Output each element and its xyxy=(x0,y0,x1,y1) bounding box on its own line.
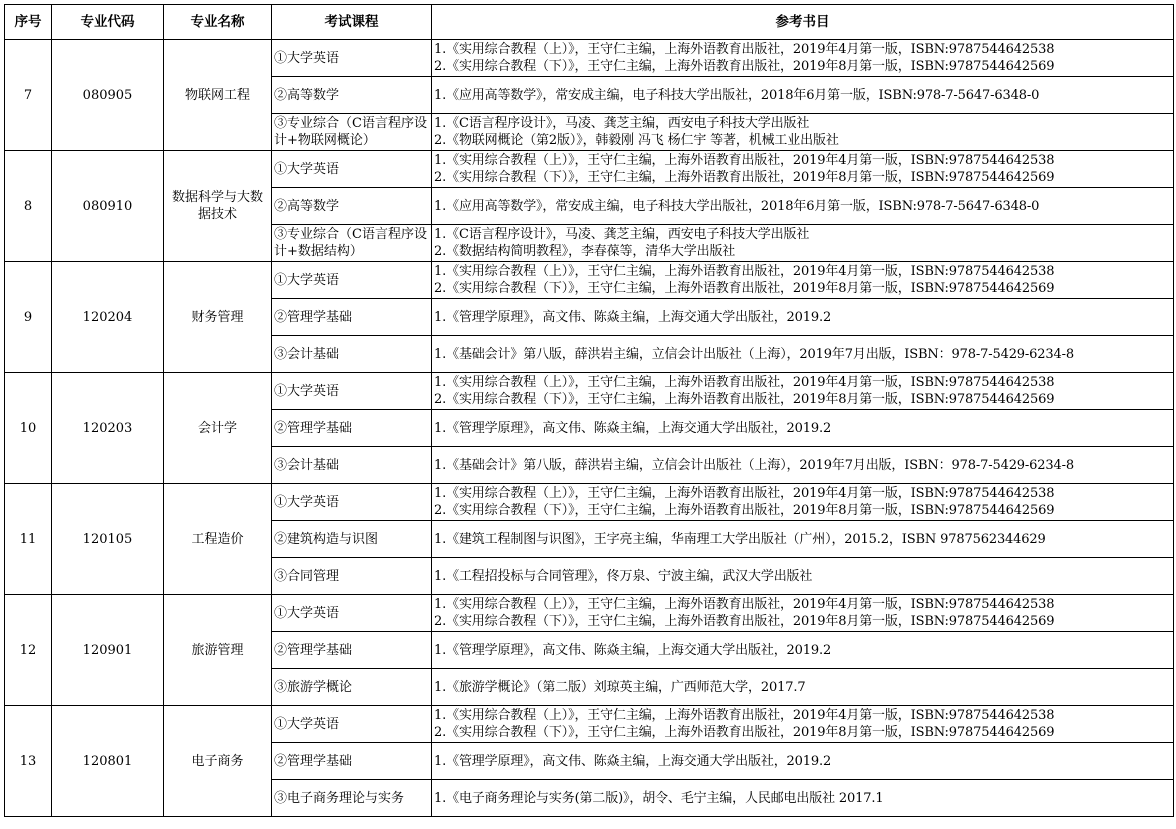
major-code-cell: 080910 xyxy=(52,151,164,262)
reference-book-line: 1.《管理学原理》，高文伟、陈焱主编，上海交通大学出版社，2019.2 xyxy=(434,642,832,658)
major-code-cell: 120105 xyxy=(52,484,164,595)
reference-books-cell xyxy=(432,669,1174,706)
table-row xyxy=(5,151,1174,188)
major-code-cell: 120901 xyxy=(52,595,164,706)
course-cell: ②高等数学 xyxy=(272,77,432,114)
reference-books-cell xyxy=(432,77,1174,114)
table-row xyxy=(5,40,1174,77)
reference-books-cell xyxy=(432,114,1174,151)
major-name-cell: 物联网工程 xyxy=(164,40,272,151)
seq-cell: 9 xyxy=(5,262,52,373)
course-cell: ①大学英语 xyxy=(272,373,432,410)
major-code-cell: 080905 xyxy=(52,40,164,151)
seq-cell: 11 xyxy=(5,484,52,595)
reference-books-cell xyxy=(432,706,1174,743)
reference-book-line: 2.《实用综合教程（下）》，王守仁主编，上海外语教育出版社，2019年8月第一版，ISBN:9787544642569 xyxy=(434,170,1055,185)
seq-cell: 12 xyxy=(5,595,52,706)
reference-books-cell xyxy=(432,780,1174,817)
major-code-cell: 120203 xyxy=(52,373,164,484)
course-cell: ②高等数学 xyxy=(272,188,432,225)
major-name-cell: 旅游管理 xyxy=(164,595,272,706)
reference-book-line: 1.《实用综合教程（上）》，王守仁主编，上海外语教育出版社，2019年4月第一版，ISBN:9787544642538 xyxy=(434,486,1055,501)
course-cell: ①大学英语 xyxy=(272,40,432,77)
reference-books-cell xyxy=(432,299,1174,336)
reference-book-line: 2.《实用综合教程（下）》，王守仁主编，上海外语教育出版社，2019年8月第一版，ISBN:9787544642569 xyxy=(434,614,1055,629)
header-books: 参考书目 xyxy=(432,5,1174,40)
table-row xyxy=(5,262,1174,299)
reference-book-line: 1.《基础会计》第八版，薛洪岩主编，立信会计出版社（上海），2019年7月出版，ISBN：978-7-5429-6234-8 xyxy=(434,457,1075,473)
reference-books-cell xyxy=(432,521,1174,558)
reference-book-line: 2.《实用综合教程（下）》，王守仁主编，上海外语教育出版社，2019年8月第一版，ISBN:9787544642569 xyxy=(434,281,1055,296)
reference-book-line: 1.《基础会计》第八版，薛洪岩主编，立信会计出版社（上海），2019年7月出版，ISBN：978-7-5429-6234-8 xyxy=(434,346,1075,362)
course-cell: ①大学英语 xyxy=(272,595,432,632)
reference-book-line: 1.《实用综合教程（上）》，王守仁主编，上海外语教育出版社，2019年4月第一版，ISBN:9787544642538 xyxy=(434,264,1055,279)
reference-book-line: 1.《实用综合教程（上）》，王守仁主编，上海外语教育出版社，2019年4月第一版，ISBN:9787544642538 xyxy=(434,42,1055,57)
reference-book-line: 2.《数据结构简明教程》，李春葆等，清华大学出版社 xyxy=(434,244,736,259)
header-major-code: 专业代码 xyxy=(52,5,164,40)
reference-book-line: 2.《实用综合教程（下）》，王守仁主编，上海外语教育出版社，2019年8月第一版，ISBN:9787544642569 xyxy=(434,503,1055,518)
course-cell: ①大学英语 xyxy=(272,706,432,743)
reference-books-cell xyxy=(432,632,1174,669)
reference-books-cell xyxy=(432,484,1174,521)
header-course: 考试课程 xyxy=(272,5,432,40)
reference-book-line: 1.《实用综合教程（上）》，王守仁主编，上海外语教育出版社，2019年4月第一版，ISBN:9787544642538 xyxy=(434,153,1055,168)
course-cell: ③合同管理 xyxy=(272,558,432,595)
course-cell: ①大学英语 xyxy=(272,151,432,188)
table-body xyxy=(5,40,1174,817)
table-row xyxy=(5,595,1174,632)
course-cell: ③会计基础 xyxy=(272,447,432,484)
seq-cell: 13 xyxy=(5,706,52,817)
reference-book-line: 2.《实用综合教程（下）》，王守仁主编，上海外语教育出版社，2019年8月第一版，ISBN:9787544642569 xyxy=(434,725,1055,740)
course-cell: ②管理学基础 xyxy=(272,632,432,669)
reference-book-line: 1.《管理学原理》，高文伟、陈焱主编，上海交通大学出版社，2019.2 xyxy=(434,753,832,769)
seq-cell: 8 xyxy=(5,151,52,262)
reference-book-line: 1.《旅游学概论》（第二版）刘琼英主编，广西师范大学，2017.7 xyxy=(434,679,806,695)
major-code-cell: 120801 xyxy=(52,706,164,817)
major-name-cell: 会计学 xyxy=(164,373,272,484)
reference-books-cell xyxy=(432,447,1174,484)
reference-book-line: 2.《物联网概论（第2版）》，韩毅刚 冯飞 杨仁宇 等著，机械工业出版社 xyxy=(434,133,839,148)
reference-book-line: 2.《实用综合教程（下）》，王守仁主编，上海外语教育出版社，2019年8月第一版，ISBN:9787544642569 xyxy=(434,59,1055,74)
reference-books-cell xyxy=(432,151,1174,188)
seq-cell: 10 xyxy=(5,373,52,484)
course-cell: ②建筑构造与识图 xyxy=(272,521,432,558)
reference-book-table xyxy=(4,4,1174,817)
reference-books-cell xyxy=(432,743,1174,780)
course-cell: ③电子商务理论与实务 xyxy=(272,780,432,817)
table-row xyxy=(5,706,1174,743)
reference-books-cell xyxy=(432,558,1174,595)
table-header-row xyxy=(5,5,1174,40)
major-code-cell: 120204 xyxy=(52,262,164,373)
table-row xyxy=(5,484,1174,521)
reference-book-line: 1.《应用高等数学》，常安成主编，电子科技大学出版社，2018年6月第一版，ISBN:978-7-5647-6348-0 xyxy=(434,198,1040,214)
reference-book-line: 1.《应用高等数学》，常安成主编，电子科技大学出版社，2018年6月第一版，ISBN:978-7-5647-6348-0 xyxy=(434,87,1040,103)
reference-books-cell xyxy=(432,40,1174,77)
course-cell: ③专业综合（C语言程序设计+数据结构） xyxy=(272,225,432,262)
header-major-name: 专业名称 xyxy=(164,5,272,40)
major-name-cell: 财务管理 xyxy=(164,262,272,373)
reference-book-line: 1.《实用综合教程（上）》，王守仁主编，上海外语教育出版社，2019年4月第一版，ISBN:9787544642538 xyxy=(434,375,1055,390)
reference-book-line: 1.《管理学原理》，高文伟、陈焱主编，上海交通大学出版社，2019.2 xyxy=(434,420,832,436)
reference-book-line: 1.《C语言程序设计》，马凌、龚芝主编，西安电子科技大学出版社 xyxy=(434,227,810,242)
course-cell: ②管理学基础 xyxy=(272,410,432,447)
reference-book-line: 1.《实用综合教程（上）》，王守仁主编，上海外语教育出版社，2019年4月第一版，ISBN:9787544642538 xyxy=(434,597,1055,612)
reference-books-cell xyxy=(432,373,1174,410)
course-cell: ②管理学基础 xyxy=(272,299,432,336)
course-cell: ③会计基础 xyxy=(272,336,432,373)
reference-books-cell xyxy=(432,262,1174,299)
course-cell: ①大学英语 xyxy=(272,484,432,521)
course-cell: ③专业综合（C语言程序设计+物联网概论） xyxy=(272,114,432,151)
reference-books-cell xyxy=(432,336,1174,373)
course-cell: ①大学英语 xyxy=(272,262,432,299)
table-row xyxy=(5,373,1174,410)
reference-book-line: 2.《实用综合教程（下）》，王守仁主编，上海外语教育出版社，2019年8月第一版，ISBN:9787544642569 xyxy=(434,392,1055,407)
reference-books-cell xyxy=(432,410,1174,447)
course-cell: ②管理学基础 xyxy=(272,743,432,780)
reference-book-line: 1.《C语言程序设计》，马凌、龚芝主编，西安电子科技大学出版社 xyxy=(434,116,810,131)
reference-books-cell xyxy=(432,225,1174,262)
reference-books-cell xyxy=(432,595,1174,632)
major-name-cell: 数据科学与大数据技术 xyxy=(164,151,272,262)
reference-book-line: 1.《工程招投标与合同管理》，佟万泉、宁波主编，武汉大学出版社 xyxy=(434,568,813,584)
seq-cell: 7 xyxy=(5,40,52,151)
reference-book-line: 1.《管理学原理》，高文伟、陈焱主编，上海交通大学出版社，2019.2 xyxy=(434,309,832,325)
course-cell: ③旅游学概论 xyxy=(272,669,432,706)
reference-book-line: 1.《建筑工程制图与识图》，王字亮主编，华南理工大学出版社（广州），2015.2，ISBN 9787562344629 xyxy=(434,531,1046,547)
reference-books-cell xyxy=(432,188,1174,225)
major-name-cell: 电子商务 xyxy=(164,706,272,817)
header-seq: 序号 xyxy=(5,5,52,40)
reference-book-line: 1.《实用综合教程（上）》，王守仁主编，上海外语教育出版社，2019年4月第一版，ISBN:9787544642538 xyxy=(434,708,1055,723)
reference-book-line: 1.《电子商务理论与实务(第二版)》，胡令、毛宁主编，人民邮电出版社 2017.1 xyxy=(434,790,884,806)
major-name-cell: 工程造价 xyxy=(164,484,272,595)
